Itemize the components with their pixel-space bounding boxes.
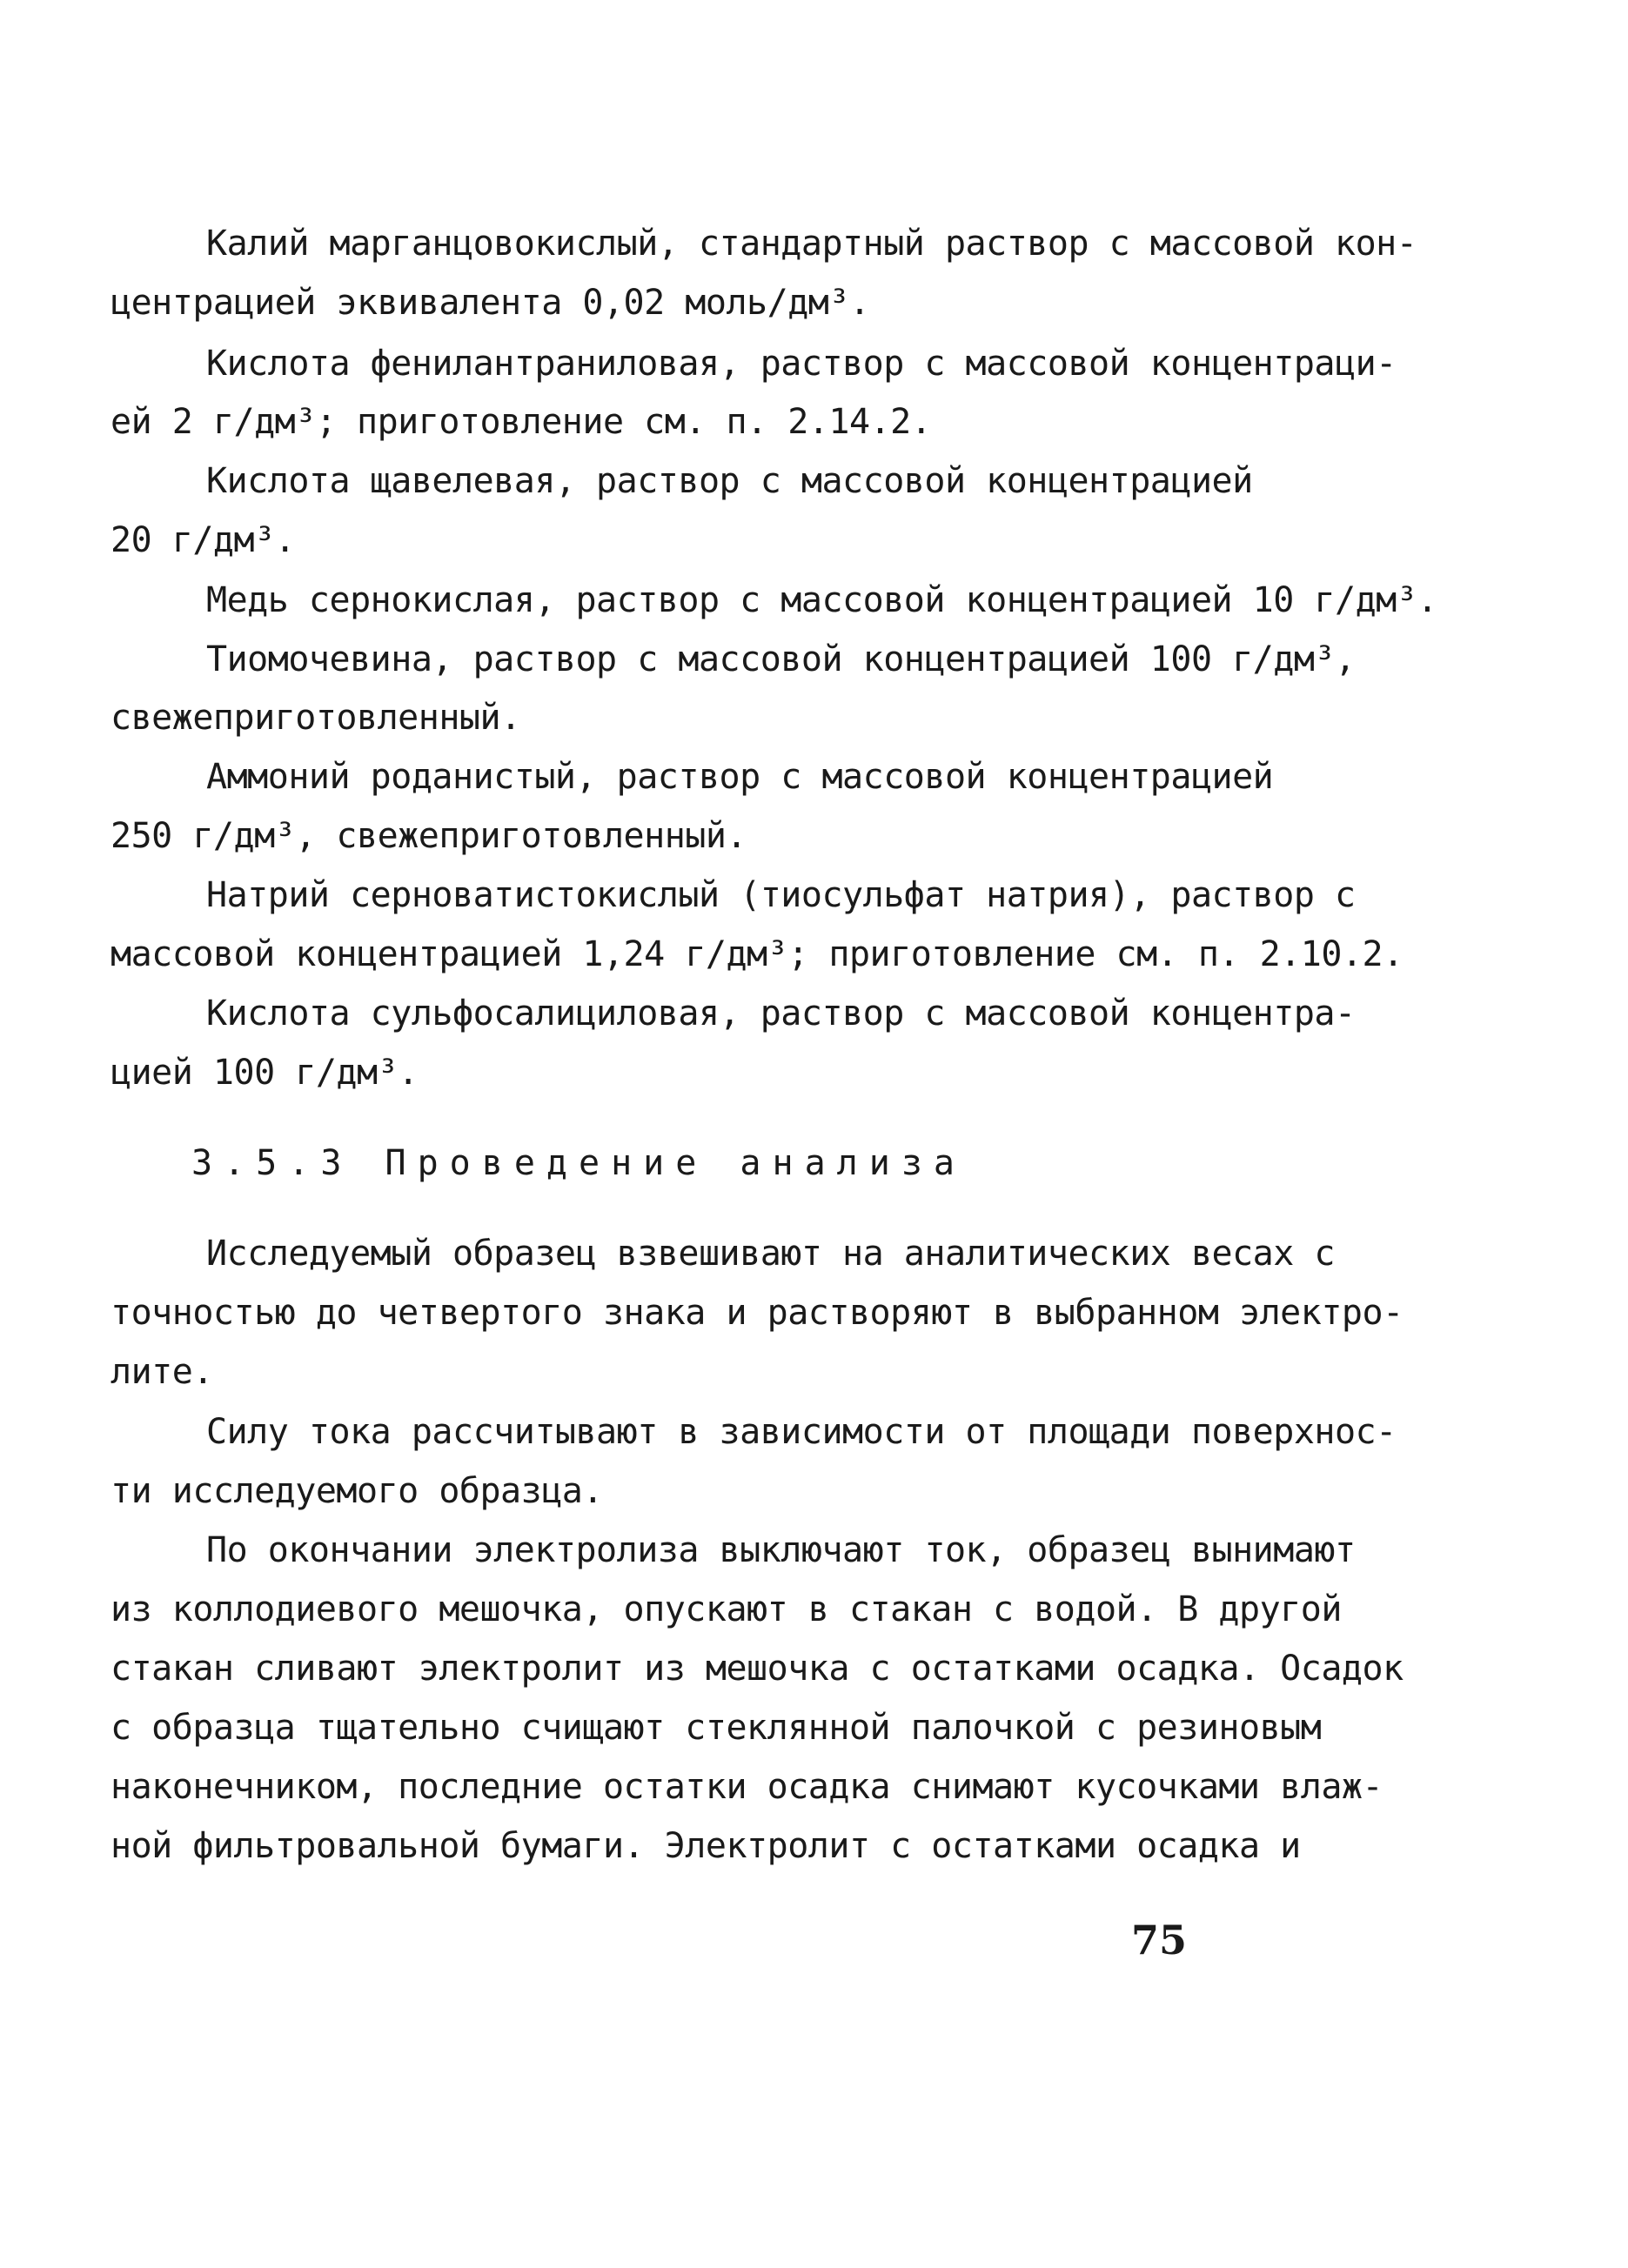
- text-line: ти исследуемого образца.: [111, 1471, 603, 1511]
- section-title: Проведение анализа: [385, 1143, 966, 1183]
- text-line: Кислота сульфосалициловая, раствор с массовой концентра-: [206, 994, 1356, 1034]
- text-line: центрацией эквивалента 0,02 моль/дм³.: [111, 283, 870, 323]
- text-line: цией 100 г/дм³.: [111, 1053, 419, 1093]
- text-line: Аммоний роданистый, раствор с массовой концентрацией: [206, 757, 1274, 797]
- text-line: точностью до четвертого знака и растворяют в выбранном электро-: [111, 1293, 1404, 1333]
- text-line: свежеприготовленный.: [111, 698, 521, 738]
- text-line: Натрий серноватистокислый (тиосульфат натрия), раствор с: [206, 875, 1356, 915]
- text-line: Кислота фенилантраниловая, раствор с массовой концентраци-: [206, 344, 1397, 384]
- text-line: массовой концентрацией 1,24 г/дм³; приготовление см. п. 2.10.2.: [111, 934, 1404, 974]
- section-heading: [191, 1141, 966, 1185]
- text-line: ей 2 г/дм³; приготовление см. п. 2.14.2.: [111, 402, 932, 442]
- text-line: из коллодиевого мешочка, опускают в стакан с водой. В другой: [111, 1589, 1342, 1629]
- text-line: с образца тщательно счищают стеклянной палочкой с резиновым: [111, 1708, 1322, 1748]
- text-line: Кислота щавелевая, раствор с массовой концентрацией: [206, 461, 1253, 501]
- text-line: По окончании электролиза выключают ток, образец вынимают: [206, 1530, 1356, 1570]
- text-line: Калий марганцовокислый, стандартный раствор с массовой кон-: [206, 224, 1417, 264]
- page-number: 75: [1131, 1917, 1188, 1964]
- text-line: 20 г/дм³.: [111, 520, 296, 560]
- text-line: наконечником, последние остатки осадка снимают кусочками влаж-: [111, 1767, 1383, 1807]
- text-line: лите.: [111, 1352, 213, 1392]
- text-line: Медь сернокислая, раствор с массовой концентрацией 10 г/дм³.: [206, 580, 1437, 620]
- text-line: Тиомочевина, раствор с массовой концентрацией 100 г/дм³,: [206, 639, 1356, 679]
- section-number: 3.5.3: [191, 1143, 353, 1183]
- text-line: стакан сливают электролит из мешочка с остатками осадка. Осадок: [111, 1649, 1404, 1689]
- text-line: Силу тока рассчитывают в зависимости от площади поверхнос-: [206, 1412, 1397, 1452]
- text-line: 250 г/дм³, свежеприготовленный.: [111, 816, 747, 856]
- text-line: ной фильтровальной бумаги. Электролит с остатками осадка и: [111, 1826, 1301, 1866]
- text-line: Исследуемый образец взвешивают на аналитических весах с: [206, 1234, 1336, 1274]
